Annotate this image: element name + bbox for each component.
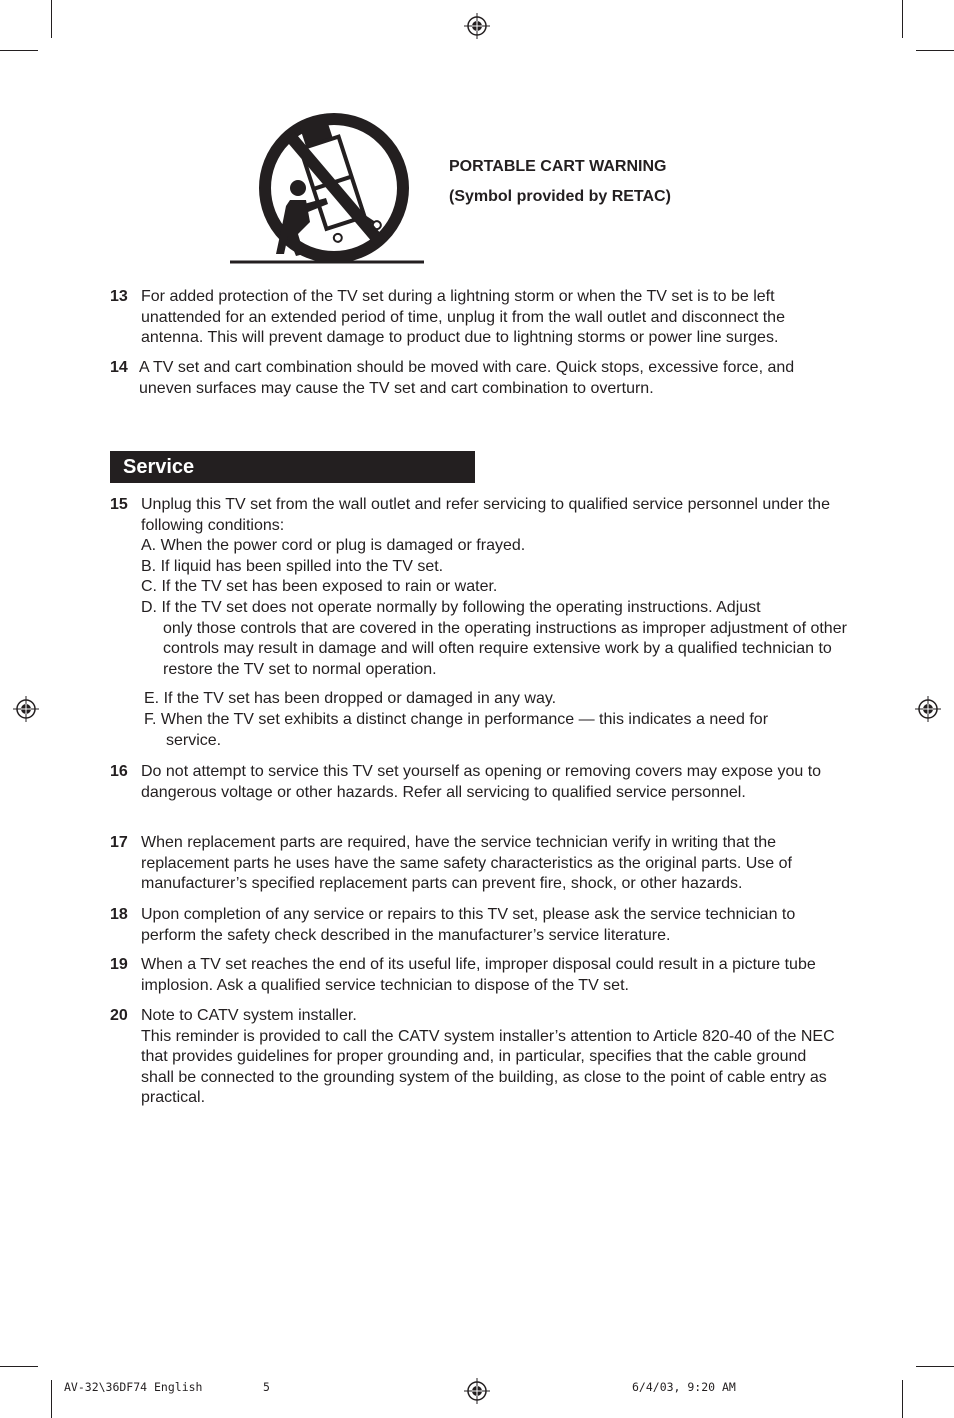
- condition-b: B. If liquid has been spilled into the TV set.: [141, 557, 444, 575]
- list-item: [110, 495, 850, 751]
- item-text: This reminder is provided to call the CATV system installer’s attention to Article 820-40 of the NEC that provides guidelines for proper grounding and, in particular, specifies that the cable ground shall be connected to the grounding system of the building, as close to the point of cable entry as practical.: [141, 1027, 835, 1107]
- item-text: Unplug this TV set from the wall outlet and refer servicing to qualified service personnel under the following conditions:: [141, 496, 830, 534]
- item-number: 15: [110, 496, 128, 513]
- cart-warning-subtitle: (Symbol provided by RETAC): [449, 188, 671, 205]
- item-number: 14: [110, 359, 128, 376]
- crop-mark: [916, 50, 954, 51]
- condition-d: D. If the TV set does not operate normally by following the operating instructions. Adjust: [141, 598, 761, 616]
- cart-warning-caption: [449, 152, 671, 212]
- condition-f-continued: service.: [166, 731, 222, 749]
- list-item: [110, 955, 850, 996]
- list-item: [110, 905, 850, 946]
- slug-page-number: 5: [263, 1380, 270, 1394]
- item-number: 19: [110, 956, 128, 973]
- item-text: A TV set and cart combination should be moved with care. Quick stops, excessive force, and uneven surfaces may cause the TV set and cart combination to overturn.: [139, 359, 795, 397]
- item-text: Upon completion of any service or repairs to this TV set, please ask the service technician to perform the safety check described in the manufacturer’s service literature.: [141, 906, 796, 944]
- registration-target-icon: [464, 1378, 490, 1404]
- condition-c: C. If the TV set has been exposed to rain or water.: [141, 578, 498, 596]
- condition-e: E. If the TV set has been dropped or damaged in any way.: [144, 690, 557, 708]
- item-number: 20: [110, 1007, 128, 1024]
- portable-cart-warning-icon: [230, 106, 424, 264]
- list-item: [110, 358, 850, 399]
- crop-mark: [51, 0, 52, 38]
- list-item: [110, 287, 850, 349]
- condition-f: F. When the TV set exhibits a distinct change in performance — this indicates a need for: [144, 710, 769, 728]
- crop-mark: [51, 1380, 52, 1418]
- registration-target-icon: [915, 696, 941, 722]
- crop-mark: [902, 1380, 903, 1418]
- list-item: [110, 833, 850, 895]
- item-number: 18: [110, 906, 128, 923]
- section-heading: Service: [110, 451, 475, 483]
- list-item: [110, 1006, 850, 1109]
- item-text: When replacement parts are required, have the service technician verify in writing that the replacement parts he uses have the same safety characteristics as the original parts. Use of manufacturer’s specified replacement parts can prevent fire, shock, or other hazards.: [141, 834, 792, 893]
- crop-mark: [916, 1366, 954, 1367]
- registration-target-icon: [464, 13, 490, 39]
- item-text: For added protection of the TV set during a lightning storm or when the TV set is to be left unattended for an extended period of time, unplug it from the wall outlet and disconnect the antenna. This will prevent damage to product due to lightning storms or power line surges.: [141, 288, 785, 347]
- item-number: 16: [110, 763, 128, 780]
- condition-d-continued: only those controls that are covered in the operating instructions as improper adjustment of other controls may result in damage and will often require extensive work by a qualified technician to restore the TV set to normal operation.: [163, 619, 847, 678]
- slug-filename: AV-32\36DF74 English: [64, 1380, 203, 1394]
- condition-a: A. When the power cord or plug is damaged or frayed.: [141, 537, 526, 555]
- list-item: [110, 762, 850, 803]
- crop-mark: [902, 0, 903, 38]
- item-number: 13: [110, 288, 128, 305]
- item-number: 17: [110, 834, 128, 851]
- registration-target-icon: [13, 696, 39, 722]
- crop-mark: [0, 1366, 38, 1367]
- item-text: When a TV set reaches the end of its useful life, improper disposal could result in a picture tube implosion. Ask a qualified service technician to dispose of the TV set.: [141, 956, 816, 994]
- slug-date: 6/4/03, 9:20 AM: [632, 1380, 736, 1394]
- cart-warning-title: PORTABLE CART WARNING: [449, 158, 667, 175]
- crop-mark: [0, 50, 38, 51]
- item-text-heading: Note to CATV system installer.: [141, 1007, 357, 1024]
- item-text: Do not attempt to service this TV set yourself as opening or removing covers may expose you to dangerous voltage or other hazards. Refer all servicing to qualified service personnel.: [141, 763, 822, 801]
